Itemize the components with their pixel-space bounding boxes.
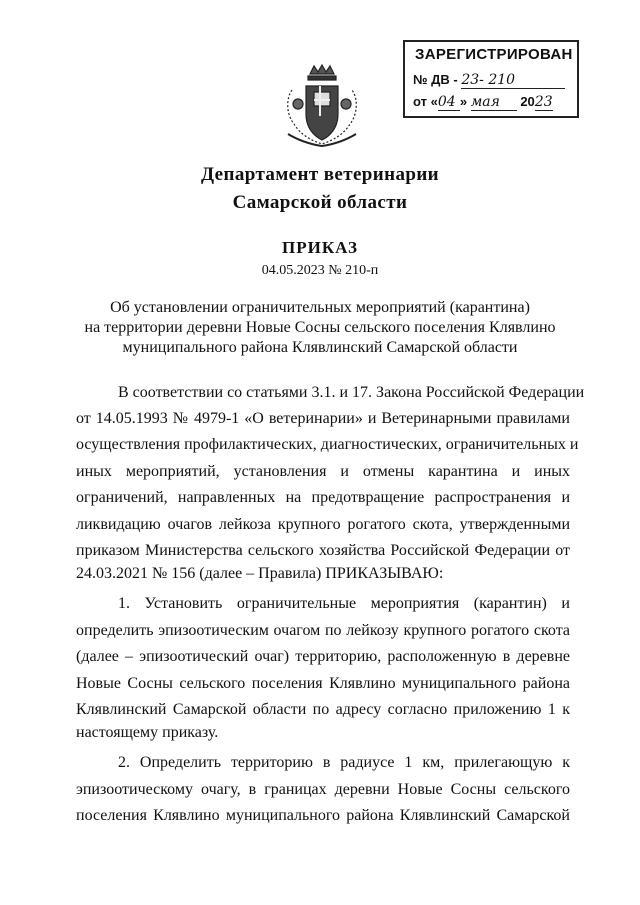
clause-2-line: поселения Клявлино муниципального района Клявлинский Самарской <box>76 807 570 824</box>
subject-line-2: на территории деревни Новые Сосны сельского поселения Клявлино <box>84 319 556 336</box>
stamp-number-handwritten: 23- 210 <box>461 72 565 89</box>
stamp-number-prefix: № ДВ - <box>413 72 458 87</box>
clause-1-line: 1. Установить ограничительные мероприятия (карантин) и <box>118 595 570 612</box>
stamp-date-mid: » <box>459 94 468 109</box>
clause-2-line: 2. Определить территорию в радиусе 1 км, прилегающую к <box>118 754 570 771</box>
stamp-date-line <box>413 94 553 111</box>
department-name-line2: Самарской области <box>232 192 408 213</box>
stamp-title: ЗАРЕГИСТРИРОВАН <box>415 46 573 63</box>
subject-line-1: Об установлении ограничительных мероприятий (карантина) <box>110 299 530 316</box>
clause-2-line: эпизоотическому очагу, в границах деревни Новые Сосны сельского <box>76 781 570 798</box>
body-line: ограничений, направленных на предотвращение распространения и <box>76 489 570 506</box>
stamp-year-handwritten: 23 <box>534 94 553 110</box>
clause-1-line: Клявлинский Самарской области по адресу согласно приложению 1 к <box>76 701 570 718</box>
body-line: ликвидацию очагов лейкоза крупного рогатого скота, утвержденными <box>76 516 570 533</box>
body-line: приказом Министерства сельского хозяйства Российской Федерации от <box>76 542 570 559</box>
subject-line-3: муниципального района Клявлинский Самарской области <box>122 339 518 356</box>
body-line: 24.03.2021 № 156 (далее – Правила) ПРИКАЗЫВАЮ: <box>76 565 444 582</box>
stamp-month-handwritten: мая <box>471 94 517 111</box>
stamp-year-prefix: 20 <box>520 94 535 109</box>
clause-1-line: (далее – эпизоотический очаг) территорию, расположенную в деревне <box>76 648 570 665</box>
stamp-number-line <box>413 72 565 89</box>
body-line: иных мероприятий, установления и отмены карантина и иных <box>76 463 570 480</box>
clause-1-line: Новые Сосны сельского поселения Клявлино муниципального района <box>76 675 570 692</box>
registration-stamp <box>403 40 579 118</box>
department-name-line1: Департамент ветеринарии <box>200 164 440 185</box>
stamp-day-handwritten: 04 <box>438 94 460 111</box>
clause-1-line: определить эпизоотическим очагом по лейкозу крупного рогатого скота <box>76 622 570 639</box>
document-type-title: ПРИКАЗ <box>282 238 358 257</box>
coat-of-arms-emblem <box>284 64 360 150</box>
document-date-number: 04.05.2023 № 210-п <box>261 263 379 278</box>
clause-1-line: настоящему приказу. <box>76 724 219 741</box>
body-line: В соответствии со статьями 3.1. и 17. Закона Российской Федерации <box>118 384 585 401</box>
stamp-date-prefix: от « <box>413 94 438 109</box>
body-line: от 14.05.1993 № 4979-1 «О ветеринарии» и Ветеринарными правилами <box>76 410 570 427</box>
body-line: осуществления профилактических, диагностических, ограничительных и <box>76 436 579 453</box>
